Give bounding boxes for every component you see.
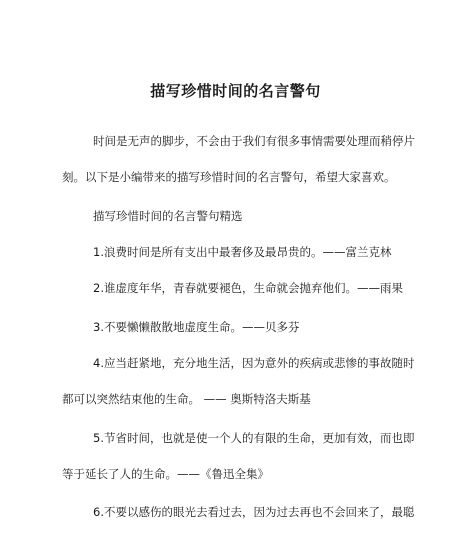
quote-4-line-2: 都可以突然结束他的生命。 —— 奥斯特洛夫斯基 bbox=[62, 392, 311, 406]
intro-line-2: 刻。以下是小编带来的描写珍惜时间的名言警句，希望大家喜欢。 bbox=[62, 170, 396, 184]
quote-5-line-2: 等于延长了人的生命。——《鲁迅全集》 bbox=[62, 467, 269, 481]
quote-4-line-1: 4.应当赶紧地，充分地生活，因为意外的疾病或悲惨的事故随时 bbox=[93, 356, 415, 370]
quote-6-line-1: 6.不要以感伤的眼光去看过去，因为过去再也不会回来了，最聪 bbox=[93, 505, 415, 519]
document-title: 描写珍惜时间的名言警句 bbox=[150, 82, 321, 100]
section-heading: 描写珍惜时间的名言警句精选 bbox=[93, 209, 243, 223]
quote-2: 2.谁虚度年华，青春就要褪色，生命就会抛弃他们。——雨果 bbox=[93, 281, 403, 295]
intro-line-1: 时间是无声的脚步，不会由于我们有很多事情需要处理而稍停片 bbox=[93, 134, 415, 148]
quote-3: 3.不要懒懒散散地虚度生命。——贝多芬 bbox=[93, 320, 300, 334]
quote-5-line-1: 5.节省时间，也就是使一个人的有限的生命，更加有效，而也即 bbox=[93, 431, 415, 445]
quote-1: 1.浪费时间是所有支出中最奢侈及最昂贵的。——富兰克林 bbox=[93, 245, 392, 259]
